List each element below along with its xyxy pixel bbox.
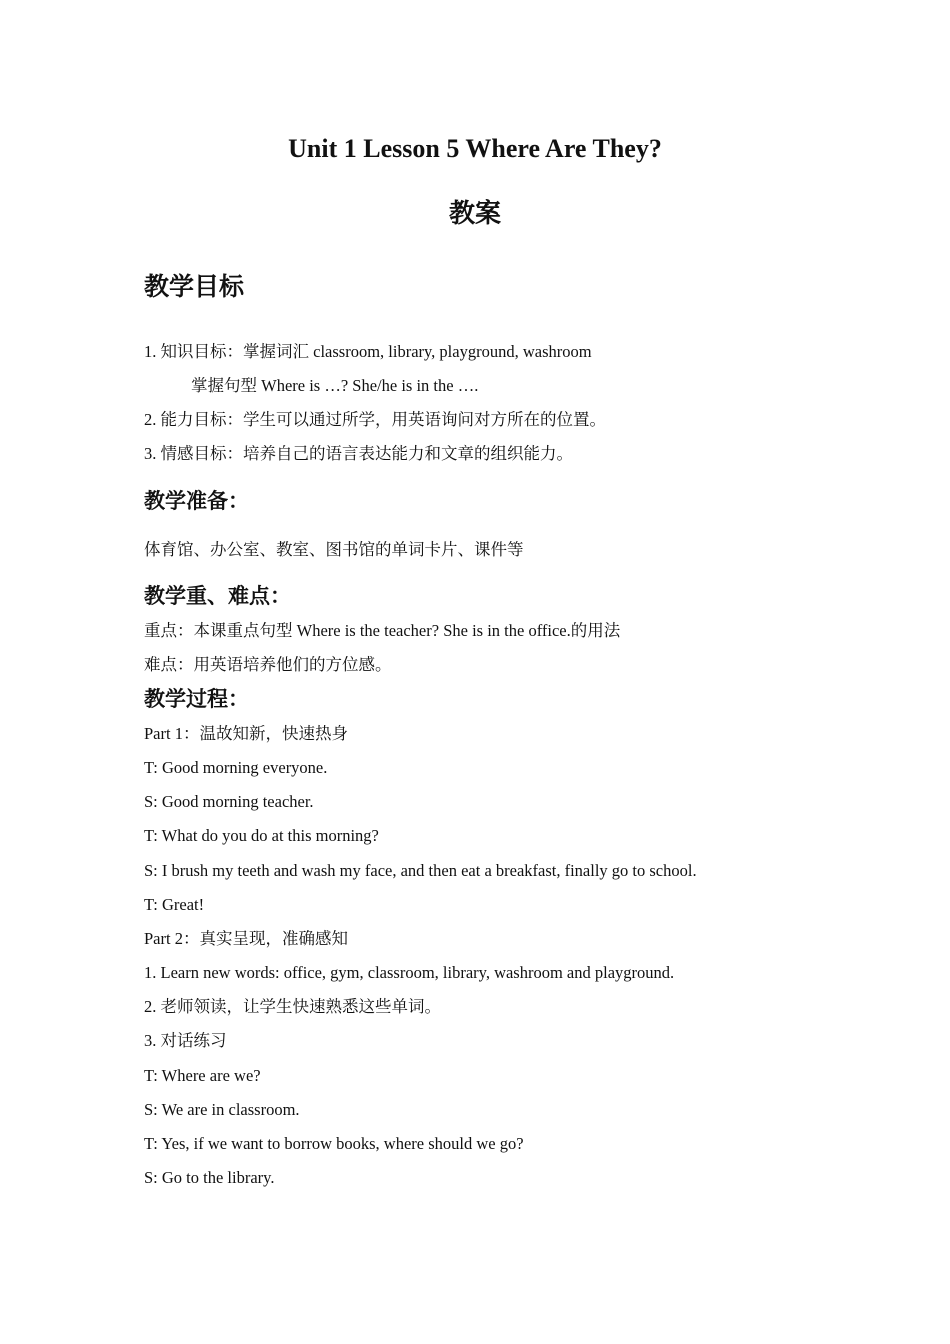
objective-line: 掌握句型 Where is …? She/he is in the …. bbox=[191, 376, 479, 395]
process-line: S: Go to the library. bbox=[144, 1168, 275, 1187]
process-line: 2. 老师领读，让学生快速熟悉这些单词。 bbox=[144, 997, 441, 1016]
preparation-text: 体育馆、办公室、教室、图书馆的单词卡片、课件等 bbox=[144, 540, 524, 559]
document-subtitle: 教案 bbox=[448, 199, 501, 228]
key-point-difficulty: 难点：用英语培养他们的方位感。 bbox=[144, 655, 392, 674]
process-line: 3. 对话练习 bbox=[144, 1031, 227, 1050]
process-line: T: Great! bbox=[144, 895, 205, 914]
process-line: T: What do you do at this morning? bbox=[144, 826, 379, 845]
process-line: Part 2：真实呈现，准确感知 bbox=[144, 929, 348, 948]
objective-line: 1. 知识目标：掌握词汇 classroom, library, playground, washroom bbox=[144, 342, 592, 361]
process-line: T: Good morning everyone. bbox=[144, 758, 328, 777]
document-title: Unit 1 Lesson 5 Where Are They? bbox=[288, 134, 662, 163]
process-line: T: Yes, if we want to borrow books, where should we go? bbox=[144, 1134, 524, 1153]
objective-line: 3. 情感目标：培养自己的语言表达能力和文章的组织能力。 bbox=[144, 444, 573, 463]
process-line: S: Good morning teacher. bbox=[144, 792, 314, 811]
process-heading: 教学过程： bbox=[144, 687, 249, 711]
objectives-heading: 教学目标 bbox=[144, 274, 245, 301]
process-line: T: Where are we? bbox=[144, 1066, 261, 1085]
process-line: Part 1：温故知新，快速热身 bbox=[144, 724, 348, 743]
process-line: S: We are in classroom. bbox=[144, 1100, 300, 1119]
objective-line: 2. 能力目标：学生可以通过所学，用英语询问对方所在的位置。 bbox=[144, 410, 606, 429]
process-line: S: I brush my teeth and wash my face, and then eat a breakfast, finally go to school. bbox=[144, 861, 697, 880]
preparation-heading: 教学准备： bbox=[144, 489, 249, 513]
process-line: 1. Learn new words: office, gym, classroom, library, washroom and playground. bbox=[144, 963, 675, 982]
key-points-heading: 教学重、难点： bbox=[144, 584, 291, 608]
key-point-focus: 重点：本课重点句型 Where is the teacher? She is in the office.的用法 bbox=[144, 621, 621, 640]
